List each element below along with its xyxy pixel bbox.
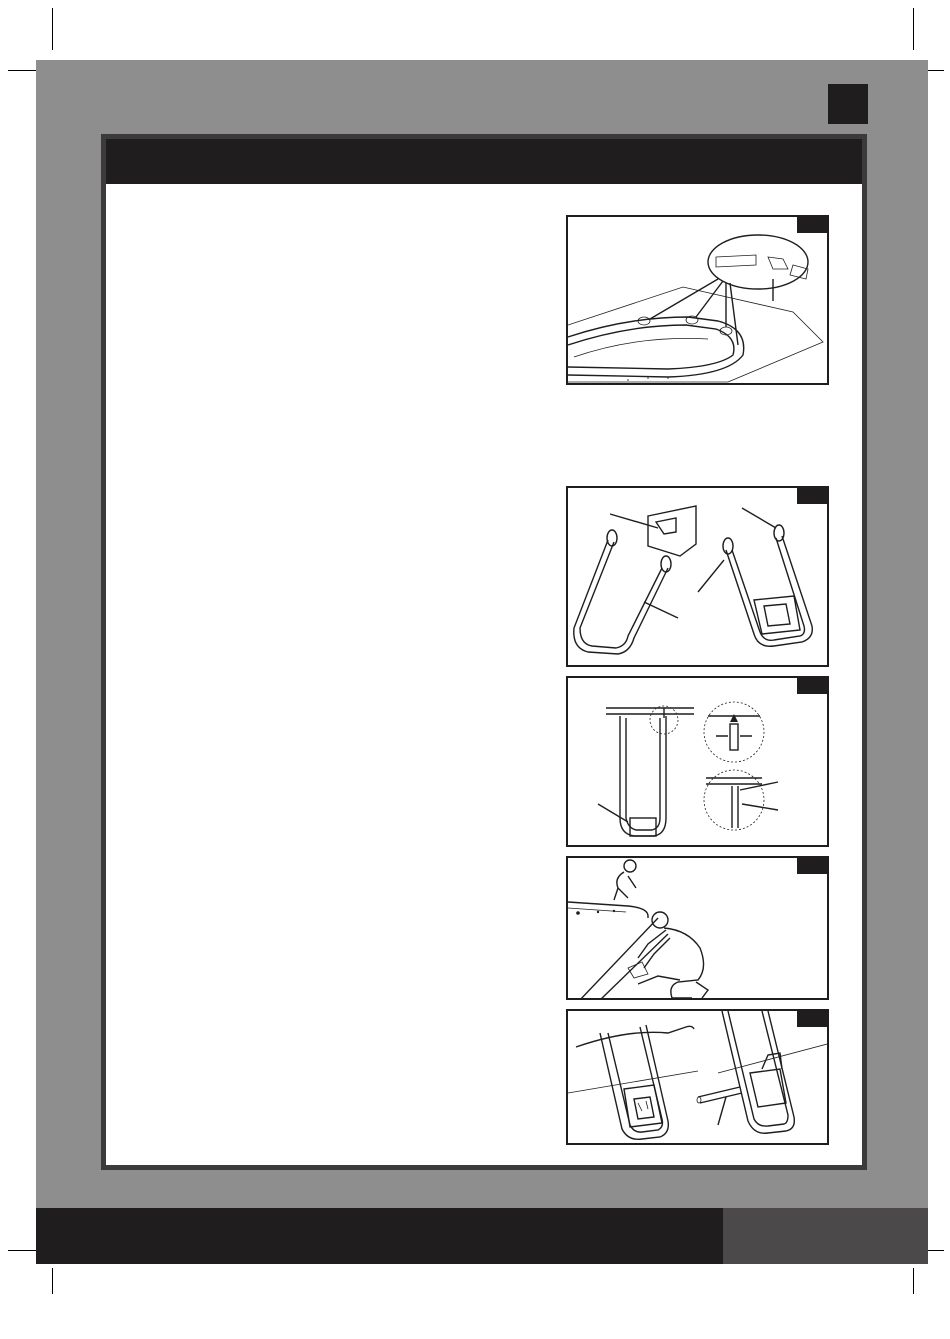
footer-page-block [723,1208,928,1264]
crop-mark [913,8,914,50]
crop-mark [913,1268,914,1294]
figure-leg-alignment [566,676,829,847]
leg-base-pin-illustration [568,1011,829,1145]
crop-mark [52,8,53,50]
section-tab [828,84,868,124]
people-assembling-illustration [568,858,829,1000]
figure-frame-rails [566,215,829,385]
footer-bar [36,1208,723,1264]
crop-mark [52,1268,53,1294]
leg-alignment-illustration [568,678,829,847]
figure-u-legs [566,486,829,667]
u-legs-illustration [568,488,829,667]
figure-leg-base-pin [566,1009,829,1145]
section-header-bar [106,139,862,184]
frame-rails-illustration [568,217,829,385]
figure-people-assembling [566,856,829,1000]
